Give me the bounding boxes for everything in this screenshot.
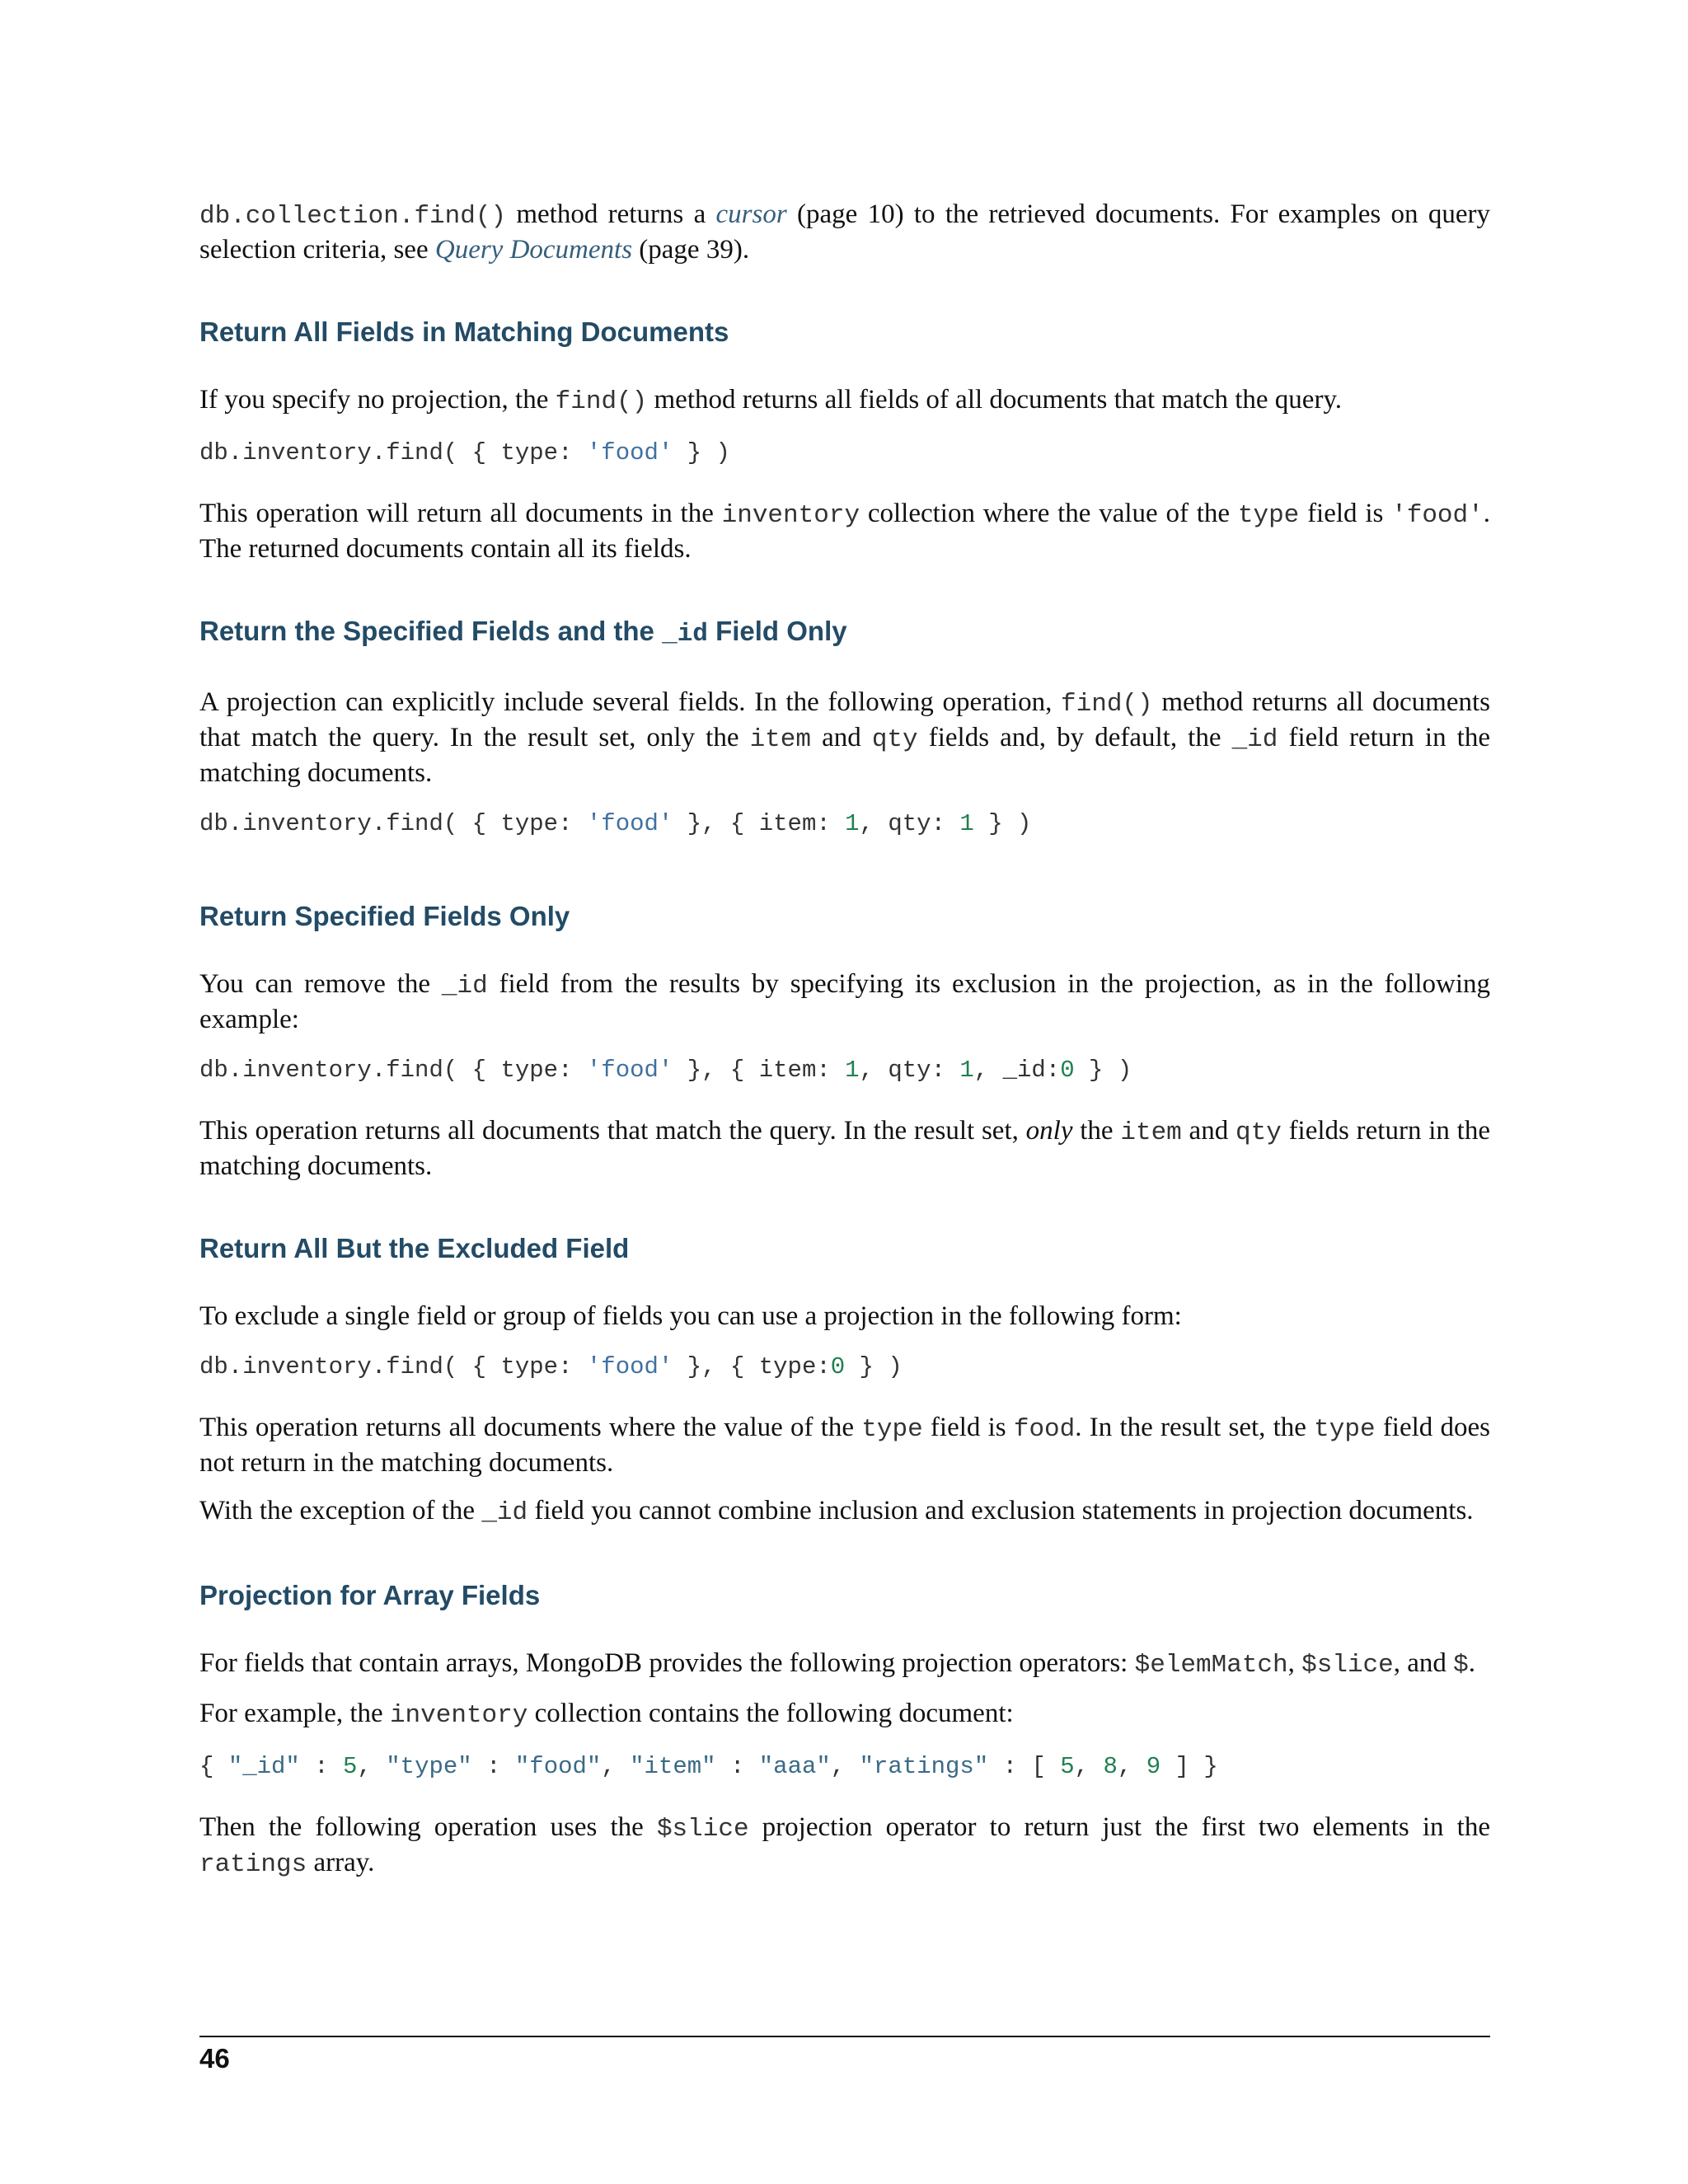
query-documents-link[interactable]: Query Documents	[434, 235, 633, 265]
cursor-link[interactable]: cursor	[715, 199, 787, 229]
code-block: { "_id" : 5, "type" : "food", "item" : "aaa", "ratings" : [ 5, 8, 9 ] }	[199, 1753, 1218, 1780]
inline-code: db.collection.find()	[199, 202, 507, 231]
paragraph: With the exception of the _id field you cannot combine inclusion and exclusion statements in projection documents.	[199, 1496, 1474, 1527]
section-heading-specified-fields-only: Return Specified Fields Only	[199, 901, 570, 931]
code-block: db.inventory.find( { type: 'food' }, { type:0 } )	[199, 1353, 903, 1380]
section-heading-specified-fields-id: Return the Specified Fields and the _id Field Only	[199, 616, 847, 649]
footer-divider	[199, 2036, 1490, 2037]
paragraph: This operation will return all documents in the inventory collection where the value of the type field is 'food'. The returned documents contain all its fields.	[199, 499, 1490, 564]
paragraph: This operation returns all documents that match the query. In the result set, only the item and qty fields return in the matching documents.	[199, 1116, 1490, 1181]
section-heading-excluded-field: Return All But the Excluded Field	[199, 1233, 630, 1263]
paragraph: If you specify no projection, the find() method returns all fields of all documents that match the query.	[199, 385, 1343, 416]
page-number: 46	[199, 2043, 230, 2074]
paragraph: For example, the inventory collection contains the following document:	[199, 1699, 1014, 1730]
paragraph: A projection can explicitly include several fields. In the following operation, find() method returns all documents that match the query. In the result set, only the item and qty fields and, by default, the _id field return in the matching documents.	[199, 687, 1490, 788]
paragraph: To exclude a single field or group of fields you can use a projection in the following form:	[199, 1301, 1182, 1331]
code-block: db.inventory.find( { type: 'food' }, { item: 1, qty: 1 } )	[199, 810, 1032, 837]
section-heading-array-fields: Projection for Array Fields	[199, 1580, 541, 1610]
document-page	[199, 198, 1490, 1882]
intro-paragraph: db.collection.find() method returns a cursor (page 10) to the retrieved documents. For examples on query selection criteria, see Query Documents (page 39).	[199, 199, 1490, 265]
paragraph: This operation returns all documents where the value of the type field is food. In the result set, the type field does not return in the matching documents.	[199, 1413, 1490, 1478]
section-heading-all-fields: Return All Fields in Matching Documents	[199, 316, 729, 347]
paragraph: You can remove the _id field from the results by specifying its exclusion in the projection, as in the following example:	[199, 969, 1491, 1034]
paragraph: For fields that contain arrays, MongoDB provides the following projection operators: $elemMatch, $slice, and $.	[199, 1648, 1476, 1680]
code-block: db.inventory.find( { type: 'food' } )	[199, 439, 730, 466]
paragraph: Then the following operation uses the $slice projection operator to return just the first two elements in the ratings array.	[199, 1812, 1490, 1879]
code-block: db.inventory.find( { type: 'food' }, { item: 1, qty: 1, _id:0 } )	[199, 1057, 1132, 1084]
